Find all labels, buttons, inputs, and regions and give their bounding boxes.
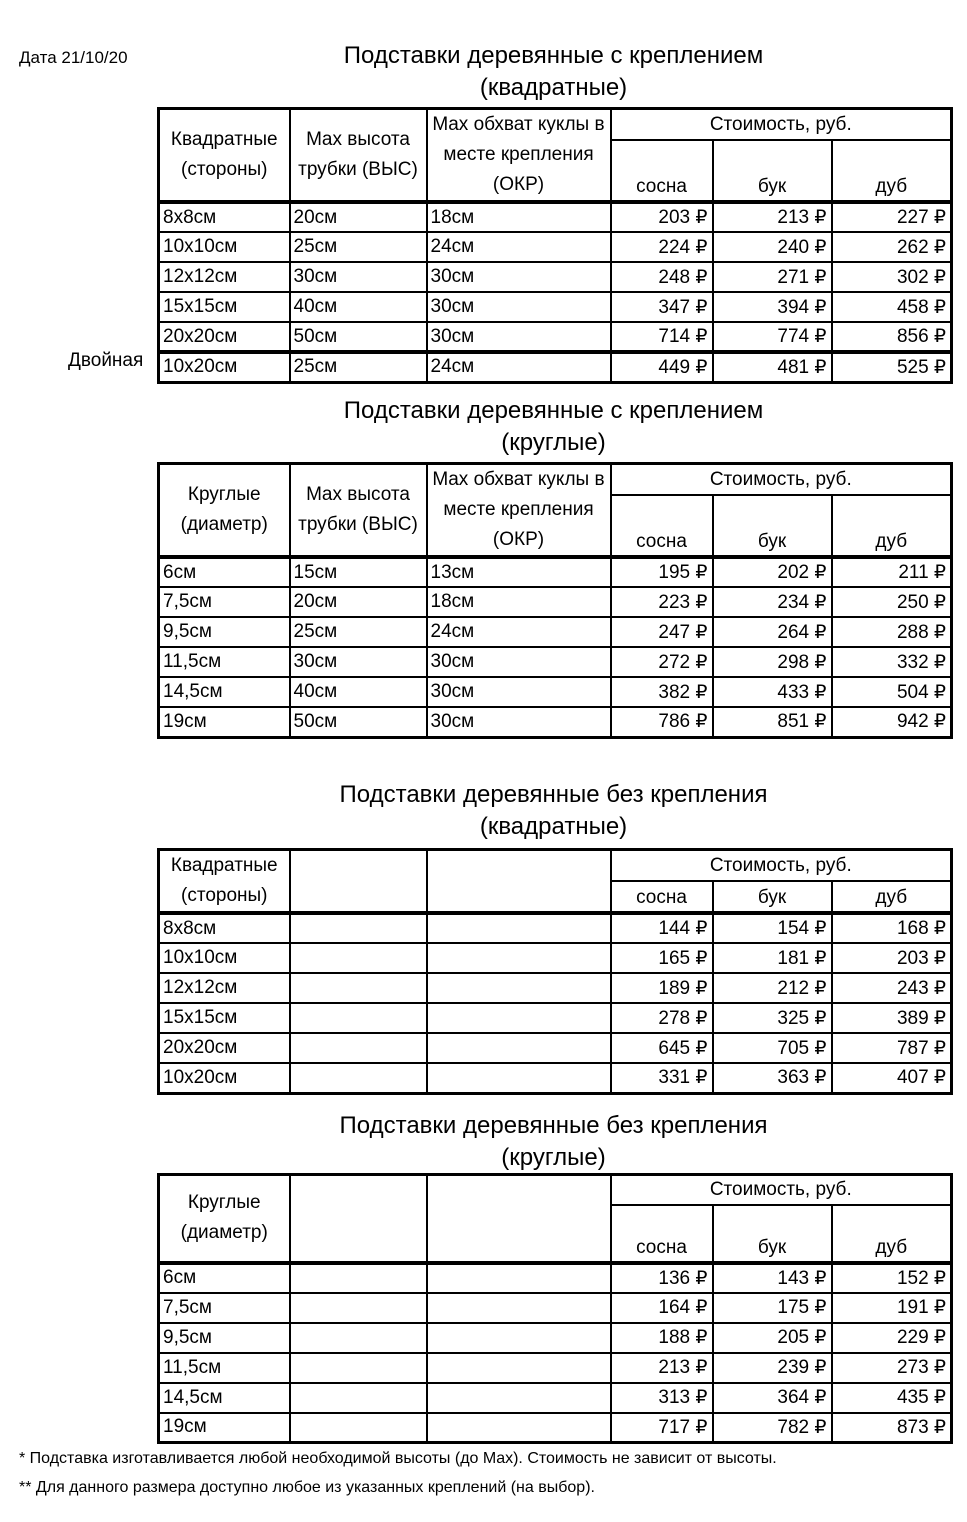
- cell-size: 8х8см: [159, 913, 290, 943]
- cell-size: 6см: [159, 557, 290, 587]
- cell-price-beech: 433 ₽: [713, 677, 832, 707]
- section-title-line2: (квадратные): [479, 813, 628, 840]
- cell-max-girth: 30см: [427, 262, 611, 292]
- cell-price-beech: 202 ₽: [713, 557, 832, 587]
- table-row: [159, 1063, 952, 1093]
- cell-size: 19см: [159, 1413, 290, 1443]
- header-max-height: Max высота трубки (ВЫС): [290, 109, 427, 203]
- header-cost: Стоимость, руб.: [611, 464, 952, 496]
- cell-price-oak: 942 ₽: [832, 707, 952, 737]
- section-title: [157, 1110, 950, 1174]
- header-cost: Стоимость, руб.: [611, 850, 952, 882]
- header-pine: сосна: [611, 881, 713, 913]
- cell-price-beech: 205 ₽: [713, 1323, 832, 1353]
- footnote-height: * Подставка изготавливается любой необходимой высоты (до Max). Стоимость не зависит от высоты.: [19, 1450, 777, 1467]
- cell-price-oak: 262 ₽: [832, 232, 952, 262]
- price-table-square-with-mount: [157, 107, 950, 384]
- cell-size: 20х20см: [159, 322, 290, 352]
- cell-size: 10х20см: [159, 352, 290, 382]
- header-oak: дуб: [832, 1205, 952, 1263]
- table-row: [159, 1033, 952, 1063]
- cell-max-girth: 30см: [427, 677, 611, 707]
- cell-max-girth: [427, 913, 611, 943]
- header-cost: Стоимость, руб.: [611, 109, 952, 141]
- cell-price-beech: 705 ₽: [713, 1033, 832, 1063]
- cell-price-oak: 856 ₽: [832, 322, 952, 352]
- cell-price-beech: 394 ₽: [713, 292, 832, 322]
- cell-max-height: 20см: [290, 202, 427, 232]
- header-pine: сосна: [611, 140, 713, 202]
- cell-max-girth: [427, 1323, 611, 1353]
- cell-max-girth: [427, 1293, 611, 1323]
- cell-max-height: [290, 1353, 427, 1383]
- cell-max-girth: 24см: [427, 352, 611, 382]
- cell-price-oak: 389 ₽: [832, 1003, 952, 1033]
- header-max-girth: Max обхват куклы в месте крепления (ОКР): [427, 464, 611, 558]
- cell-size: 6см: [159, 1263, 290, 1293]
- cell-price-pine: 717 ₽: [611, 1413, 713, 1443]
- cell-price-beech: 143 ₽: [713, 1263, 832, 1293]
- cell-size: 12х12см: [159, 262, 290, 292]
- table-row: [159, 587, 952, 617]
- header-max-height: Max высота трубки (ВЫС): [290, 464, 427, 558]
- price-table-round-no-mount: [157, 1173, 950, 1444]
- cell-price-pine: 189 ₽: [611, 973, 713, 1003]
- cell-max-height: [290, 1063, 427, 1093]
- cell-size: 11,5см: [159, 1353, 290, 1383]
- cell-max-girth: [427, 1413, 611, 1443]
- cell-price-pine: 313 ₽: [611, 1383, 713, 1413]
- cell-max-girth: 30см: [427, 292, 611, 322]
- header-beech: бук: [713, 495, 832, 557]
- cell-max-girth: [427, 1263, 611, 1293]
- cell-max-height: 50см: [290, 322, 427, 352]
- cell-size: 9,5см: [159, 617, 290, 647]
- cell-price-oak: 873 ₽: [832, 1413, 952, 1443]
- cell-price-oak: 203 ₽: [832, 943, 952, 973]
- price-table-square-no-mount: [157, 848, 950, 1095]
- footnote-mount-choice: ** Для данного размера доступно любое из указанных креплений (на выбор).: [19, 1479, 595, 1496]
- header-pine: сосна: [611, 1205, 713, 1263]
- cell-price-beech: 240 ₽: [713, 232, 832, 262]
- cell-max-height: 30см: [290, 647, 427, 677]
- cell-max-height: [290, 1293, 427, 1323]
- cell-max-girth: 13см: [427, 557, 611, 587]
- cell-size: 20х20см: [159, 1033, 290, 1063]
- cell-size: 10х10см: [159, 232, 290, 262]
- cell-price-beech: 234 ₽: [713, 587, 832, 617]
- cell-price-beech: 851 ₽: [713, 707, 832, 737]
- cell-price-pine: 449 ₽: [611, 352, 713, 382]
- table-row: [159, 1353, 952, 1383]
- table-body: [159, 557, 952, 737]
- table-row: [159, 557, 952, 587]
- table-row: [159, 1263, 952, 1293]
- header-size: Круглые (диаметр): [159, 1175, 290, 1263]
- cell-price-pine: 272 ₽: [611, 647, 713, 677]
- cell-max-height: 25см: [290, 352, 427, 382]
- table-body: [159, 913, 952, 1093]
- table-row: [159, 202, 952, 232]
- cell-price-beech: 239 ₽: [713, 1353, 832, 1383]
- table-row: [159, 913, 952, 943]
- cell-size: 15х15см: [159, 1003, 290, 1033]
- header-size: Квадратные (стороны): [159, 109, 290, 203]
- cell-max-height: [290, 1003, 427, 1033]
- section-title: [157, 40, 950, 104]
- cell-price-oak: 243 ₽: [832, 973, 952, 1003]
- cell-price-beech: 264 ₽: [713, 617, 832, 647]
- cell-price-pine: 203 ₽: [611, 202, 713, 232]
- cell-price-oak: 332 ₽: [832, 647, 952, 677]
- price-table-round-with-mount: [157, 462, 950, 739]
- cell-max-girth: 18см: [427, 202, 611, 232]
- header-oak: дуб: [832, 495, 952, 557]
- cell-max-girth: 30см: [427, 707, 611, 737]
- cell-max-girth: 24см: [427, 617, 611, 647]
- table-row: [159, 617, 952, 647]
- cell-price-beech: 481 ₽: [713, 352, 832, 382]
- cell-price-oak: 407 ₽: [832, 1063, 952, 1093]
- header-beech: бук: [713, 1205, 832, 1263]
- cell-price-pine: 786 ₽: [611, 707, 713, 737]
- table-row: [159, 1323, 952, 1353]
- cell-max-height: 40см: [290, 292, 427, 322]
- cell-max-height: 30см: [290, 262, 427, 292]
- table-row: [159, 647, 952, 677]
- cell-price-beech: 154 ₽: [713, 913, 832, 943]
- cell-max-girth: [427, 943, 611, 973]
- cell-price-pine: 188 ₽: [611, 1323, 713, 1353]
- cell-size: 8х8см: [159, 202, 290, 232]
- cell-price-oak: 458 ₽: [832, 292, 952, 322]
- cell-size: 7,5см: [159, 1293, 290, 1323]
- cell-size: 15х15см: [159, 292, 290, 322]
- cell-max-height: [290, 1383, 427, 1413]
- cell-max-height: 40см: [290, 677, 427, 707]
- cell-price-pine: 195 ₽: [611, 557, 713, 587]
- cell-size: 14,5см: [159, 1383, 290, 1413]
- section-title-line1: Подставки деревянные с креплением: [343, 42, 764, 69]
- table-body: [159, 202, 952, 382]
- cell-price-oak: 302 ₽: [832, 262, 952, 292]
- cell-max-height: [290, 1033, 427, 1063]
- section-title-line2: (круглые): [501, 429, 606, 456]
- cell-max-height: [290, 913, 427, 943]
- cell-max-height: [290, 973, 427, 1003]
- empty-header-cell: [290, 1175, 427, 1263]
- cell-price-pine: 331 ₽: [611, 1063, 713, 1093]
- table-row: [159, 352, 952, 382]
- cell-max-height: 50см: [290, 707, 427, 737]
- cell-size: 9,5см: [159, 1323, 290, 1353]
- cell-price-beech: 212 ₽: [713, 973, 832, 1003]
- cell-max-height: [290, 1263, 427, 1293]
- cell-max-girth: [427, 973, 611, 1003]
- table-row: [159, 1293, 952, 1323]
- cell-price-pine: 714 ₽: [611, 322, 713, 352]
- cell-price-beech: 175 ₽: [713, 1293, 832, 1323]
- table-row: [159, 262, 952, 292]
- cell-size: 7,5см: [159, 587, 290, 617]
- cell-max-girth: [427, 1063, 611, 1093]
- table-row: [159, 943, 952, 973]
- cell-price-beech: 364 ₽: [713, 1383, 832, 1413]
- section-title-line1: Подставки деревянные без крепления: [339, 781, 768, 808]
- cell-max-girth: [427, 1003, 611, 1033]
- cell-price-oak: 273 ₽: [832, 1353, 952, 1383]
- section-title-line2: (квадратные): [479, 74, 628, 101]
- cell-price-oak: 191 ₽: [832, 1293, 952, 1323]
- cell-max-height: 20см: [290, 587, 427, 617]
- cell-price-beech: 298 ₽: [713, 647, 832, 677]
- cell-price-beech: 181 ₽: [713, 943, 832, 973]
- cell-max-girth: 18см: [427, 587, 611, 617]
- cell-price-pine: 278 ₽: [611, 1003, 713, 1033]
- cell-max-height: 15см: [290, 557, 427, 587]
- table-row: [159, 1413, 952, 1443]
- cell-price-beech: 782 ₽: [713, 1413, 832, 1443]
- cell-price-oak: 250 ₽: [832, 587, 952, 617]
- cell-max-girth: 30см: [427, 647, 611, 677]
- cell-price-pine: 136 ₽: [611, 1263, 713, 1293]
- cell-price-pine: 224 ₽: [611, 232, 713, 262]
- cell-price-oak: 504 ₽: [832, 677, 952, 707]
- table-row: [159, 292, 952, 322]
- cell-max-height: 25см: [290, 232, 427, 262]
- header-cost: Стоимость, руб.: [611, 1175, 952, 1205]
- cell-size: 12х12см: [159, 973, 290, 1003]
- table-row: [159, 677, 952, 707]
- cell-size: 19см: [159, 707, 290, 737]
- table-row: [159, 973, 952, 1003]
- cell-price-oak: 288 ₽: [832, 617, 952, 647]
- empty-header-cell: [427, 850, 611, 914]
- cell-price-oak: 152 ₽: [832, 1263, 952, 1293]
- table-row: [159, 1003, 952, 1033]
- cell-price-pine: 248 ₽: [611, 262, 713, 292]
- cell-max-girth: 30см: [427, 322, 611, 352]
- cell-price-pine: 382 ₽: [611, 677, 713, 707]
- cell-price-oak: 435 ₽: [832, 1383, 952, 1413]
- cell-price-pine: 144 ₽: [611, 913, 713, 943]
- table-row: [159, 707, 952, 737]
- cell-max-girth: [427, 1353, 611, 1383]
- cell-price-pine: 645 ₽: [611, 1033, 713, 1063]
- cell-size: 11,5см: [159, 647, 290, 677]
- table-row: [159, 1383, 952, 1413]
- header-oak: дуб: [832, 881, 952, 913]
- empty-header-cell: [427, 1175, 611, 1263]
- table-body: [159, 1263, 952, 1443]
- cell-price-pine: 213 ₽: [611, 1353, 713, 1383]
- cell-price-beech: 774 ₽: [713, 322, 832, 352]
- cell-max-height: [290, 1413, 427, 1443]
- header-pine: сосна: [611, 495, 713, 557]
- cell-price-oak: 227 ₽: [832, 202, 952, 232]
- cell-price-pine: 223 ₽: [611, 587, 713, 617]
- cell-size: 14,5см: [159, 677, 290, 707]
- cell-price-pine: 165 ₽: [611, 943, 713, 973]
- cell-price-oak: 787 ₽: [832, 1033, 952, 1063]
- cell-max-girth: [427, 1383, 611, 1413]
- header-oak: дуб: [832, 140, 952, 202]
- section-title-line2: (круглые): [501, 1144, 606, 1171]
- cell-price-pine: 164 ₽: [611, 1293, 713, 1323]
- section-title: [157, 779, 950, 843]
- section-title-line1: Подставки деревянные без крепления: [339, 1112, 768, 1139]
- cell-price-beech: 213 ₽: [713, 202, 832, 232]
- cell-price-oak: 229 ₽: [832, 1323, 952, 1353]
- table-row: [159, 322, 952, 352]
- header-beech: бук: [713, 881, 832, 913]
- table-row: [159, 232, 952, 262]
- cell-max-girth: 24см: [427, 232, 611, 262]
- cell-max-height: [290, 943, 427, 973]
- cell-size: 10х10см: [159, 943, 290, 973]
- cell-price-beech: 325 ₽: [713, 1003, 832, 1033]
- cell-max-girth: [427, 1033, 611, 1063]
- document-date: Дата 21/10/20: [19, 48, 128, 67]
- cell-max-height: 25см: [290, 617, 427, 647]
- header-size: Квадратные (стороны): [159, 850, 290, 914]
- double-size-label: Двойная: [68, 350, 144, 371]
- cell-price-oak: 525 ₽: [832, 352, 952, 382]
- cell-price-oak: 211 ₽: [832, 557, 952, 587]
- cell-price-beech: 271 ₽: [713, 262, 832, 292]
- header-size: Круглые (диаметр): [159, 464, 290, 558]
- section-title-line1: Подставки деревянные с креплением: [343, 397, 764, 424]
- header-beech: бук: [713, 140, 832, 202]
- cell-size: 10х20см: [159, 1063, 290, 1093]
- header-max-girth: Max обхват куклы в месте крепления (ОКР): [427, 109, 611, 203]
- cell-price-pine: 347 ₽: [611, 292, 713, 322]
- section-title: [157, 395, 950, 459]
- cell-price-beech: 363 ₽: [713, 1063, 832, 1093]
- cell-price-oak: 168 ₽: [832, 913, 952, 943]
- cell-max-height: [290, 1323, 427, 1353]
- cell-price-pine: 247 ₽: [611, 617, 713, 647]
- empty-header-cell: [290, 850, 427, 914]
